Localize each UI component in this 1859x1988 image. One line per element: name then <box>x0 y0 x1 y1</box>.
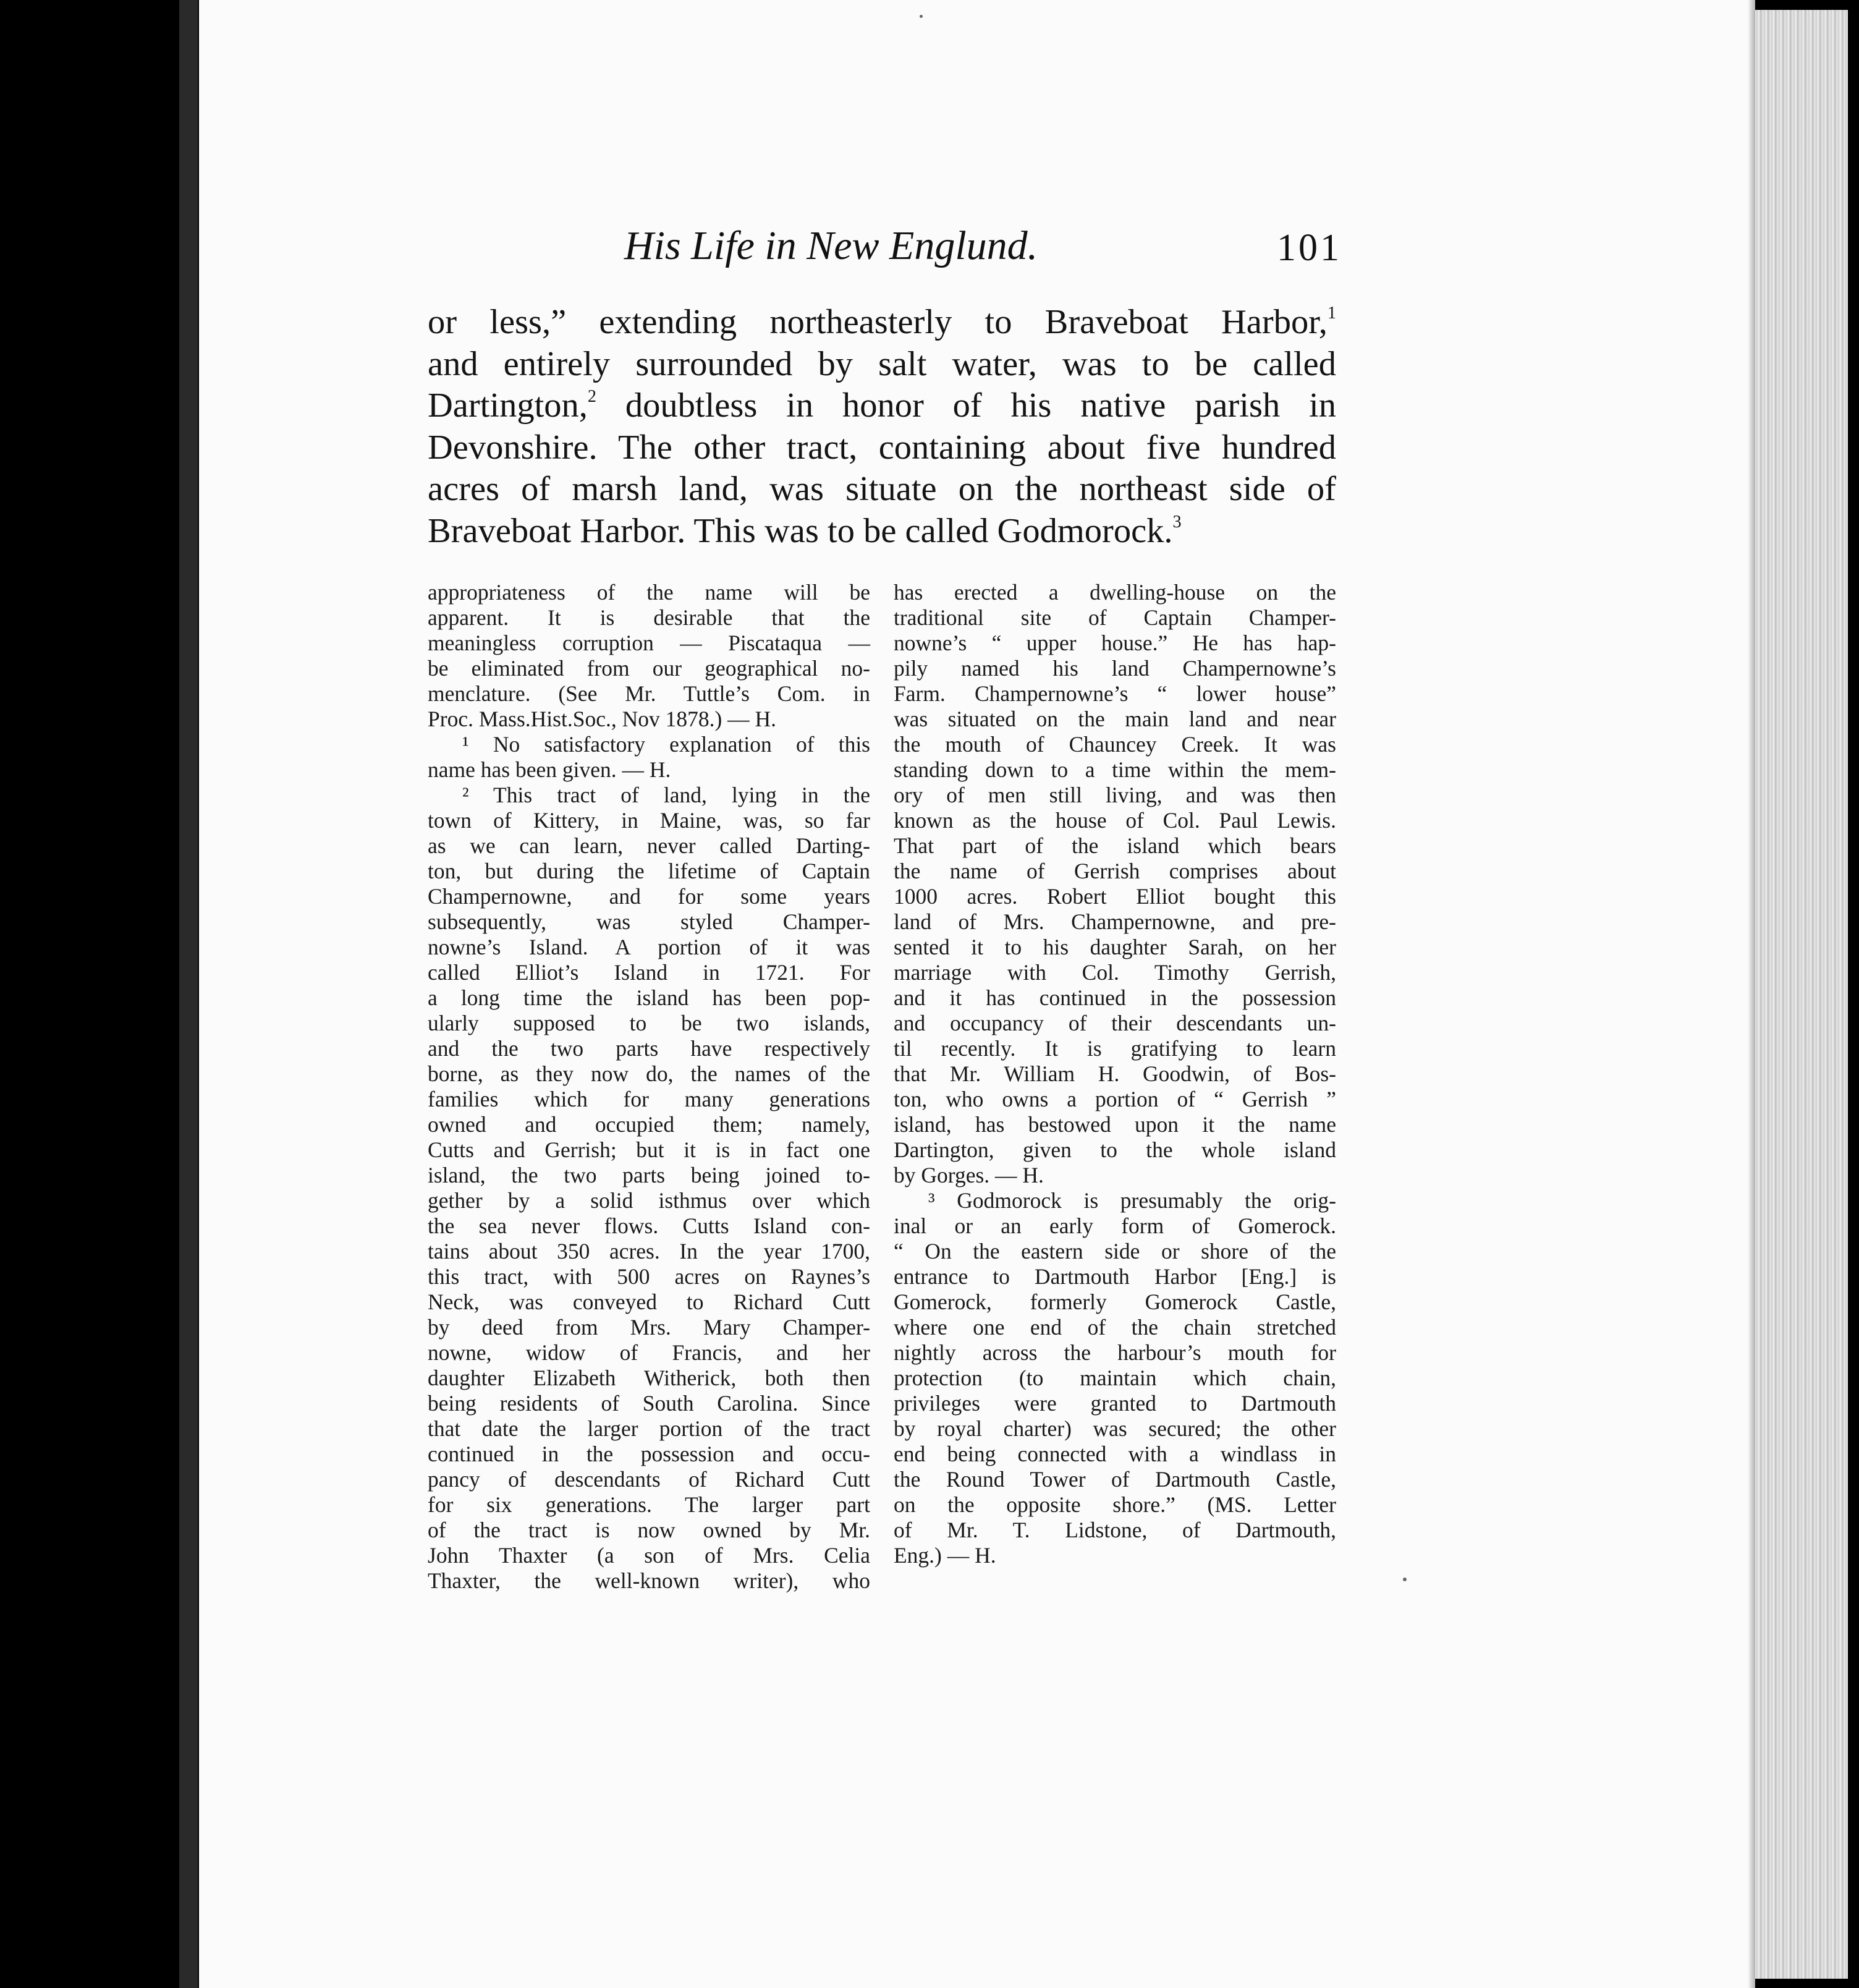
ink-speck <box>1403 1578 1407 1581</box>
footnote-line: menclature. (See Mr. Tuttle’s Com. in <box>428 681 870 706</box>
footnote-line: ³ Godmorock is presumably the orig- <box>928 1188 1336 1213</box>
footnote-line: gether by a solid isthmus over which <box>428 1188 870 1213</box>
footnote-line: the name of Gerrish comprises about <box>894 859 1336 883</box>
footnote-line: called Elliot’s Island in 1721. For <box>428 960 870 985</box>
footnote-line: “ On the eastern side or shore of the <box>894 1239 1336 1264</box>
footnote-line: and occupancy of their descendants un- <box>894 1011 1336 1035</box>
footnote-line: by Gorges. — H. <box>894 1163 1044 1187</box>
footnote-line: being residents of South Carolina. Since <box>428 1391 870 1416</box>
book-gutter <box>179 0 198 1988</box>
footnote-line: ularly supposed to be two islands, <box>428 1011 870 1035</box>
footnote-line: Dartington, given to the whole island <box>894 1137 1336 1162</box>
footnote-line: be eliminated from our geographical no- <box>428 656 870 681</box>
footnote-line: as we can learn, never called Darting- <box>428 833 870 858</box>
footnote-line: Neck, was conveyed to Richard Cutt <box>428 1289 870 1314</box>
footnote-line: has erected a dwelling-house on the <box>894 580 1336 605</box>
footnote-line: and it has continued in the possession <box>894 985 1336 1010</box>
running-head: His Life in New Englund. <box>624 223 1038 268</box>
footnote-line: island, the two parts being joined to- <box>428 1163 870 1187</box>
footnote-line: owned and occupied them; namely, <box>428 1112 870 1137</box>
footnote-line: end being connected with a windlass in <box>894 1442 1336 1466</box>
main-text-block <box>428 302 1336 552</box>
main-text-line: and entirely surrounded by salt water, was to be called <box>428 344 1336 383</box>
footnote-line: Farm. Champernowne’s “ lower house” <box>894 681 1336 706</box>
footnote-line: the mouth of Chauncey Creek. It was <box>894 732 1336 757</box>
footnote-line: Proc. Mass.Hist.Soc., Nov 1878.) — H. <box>428 707 777 731</box>
footnote-line: Gomerock, formerly Gomerock Castle, <box>894 1289 1336 1314</box>
footnote-line: Thaxter, the well-known writer), who <box>428 1568 870 1593</box>
footnote-line: pily named his land Champernowne’s <box>894 656 1336 681</box>
footnote-line: that Mr. William H. Goodwin, of Bos- <box>894 1061 1336 1086</box>
footnote-line: Champernowne, and for some years <box>428 884 870 909</box>
footnote-line: Eng.) — H. <box>894 1543 996 1568</box>
footnote-line: was situated on the main land and near <box>894 707 1336 731</box>
footnote-line: Cutts and Gerrish; but it is in fact one <box>428 1137 870 1162</box>
footnote-column-left <box>428 580 870 1594</box>
footnote-line: ton, but during the lifetime of Captain <box>428 859 870 883</box>
footnote-line: on the opposite shore.” (MS. Letter <box>894 1492 1336 1517</box>
main-text-line: Dartington,$^2$ doubtless in honor of his native parish in <box>428 386 1336 425</box>
footnote-line: John Thaxter (a son of Mrs. Celia <box>428 1543 870 1568</box>
footnote-line: borne, as they now do, the names of the <box>428 1061 870 1086</box>
footnote-line: entrance to Dartmouth Harbor [Eng.] is <box>894 1264 1336 1289</box>
footnote-line: known as the house of Col. Paul Lewis. <box>894 808 1336 833</box>
footnote-column-right <box>894 580 1336 1568</box>
page-number: 101 <box>1277 227 1342 269</box>
footnote-line: the sea never flows. Cutts Island con- <box>428 1213 870 1238</box>
footnote-line: nowne, widow of Francis, and her <box>428 1340 870 1365</box>
footnote-line: by deed from Mrs. Mary Champer- <box>428 1315 870 1340</box>
footnote-line: privileges were granted to Dartmouth <box>894 1391 1336 1416</box>
footnote-line: standing down to a time within the mem- <box>894 757 1336 782</box>
footnote-line: meaningless corruption — Piscataqua — <box>428 631 870 655</box>
footnote-line: appropriateness of the name will be <box>428 580 870 605</box>
main-text-line: or less,” extending northeasterly to Braveboat Harbor,$^1$ <box>428 303 1336 341</box>
footnote-line: sented it to his daughter Sarah, on her <box>894 935 1336 959</box>
main-text-line: Braveboat Harbor. This was to be called Godmorock.$^3$ <box>428 511 1182 550</box>
footnote-line: tains about 350 acres. In the year 1700, <box>428 1239 870 1264</box>
footnote-line: daughter Elizabeth Witherick, both then <box>428 1366 870 1390</box>
footnote-line: a long time the island has been pop- <box>428 985 870 1010</box>
footnote-line: ory of men still living, and was then <box>894 783 1336 807</box>
main-text-line: acres of marsh land, was situate on the northeast side of <box>428 470 1336 508</box>
footnote-line: families which for many generations <box>428 1087 870 1111</box>
footnote-line: nowne’s “ upper house.” He has hap- <box>894 631 1336 655</box>
footnote-line: land of Mrs. Champernowne, and pre- <box>894 909 1336 934</box>
footnote-line: ton, who owns a portion of “ Gerrish ” <box>894 1087 1336 1111</box>
footnote-line: subsequently, was styled Champer- <box>428 909 870 934</box>
footnote-line: traditional site of Captain Champer- <box>894 605 1336 630</box>
footnote-line: That part of the island which bears <box>894 833 1336 858</box>
footnote-line: apparent. It is desirable that the <box>428 605 870 630</box>
footnote-line: nowne’s Island. A portion of it was <box>428 935 870 959</box>
footnote-line: town of Kittery, in Maine, was, so far <box>428 808 870 833</box>
footnote-line: that date the larger portion of the tract <box>428 1416 870 1441</box>
footnote-line: inal or an early form of Gomerock. <box>894 1213 1336 1238</box>
footnote-line: continued in the possession and occu- <box>428 1442 870 1466</box>
footnote-line: island, has bestowed upon it the name <box>894 1112 1336 1137</box>
main-text-line: Devonshire. The other tract, containing about five hundred <box>428 428 1336 467</box>
footnote-line: and the two parts have respectively <box>428 1036 870 1061</box>
ink-speck <box>920 15 923 18</box>
footnote-line: the Round Tower of Dartmouth Castle, <box>894 1467 1336 1492</box>
footnote-line: this tract, with 500 acres on Raynes’s <box>428 1264 870 1289</box>
footnote-line: ¹ No satisfactory explanation of this <box>462 732 870 757</box>
footnote-line: protection (to maintain which chain, <box>894 1366 1336 1390</box>
footnote-line: 1000 acres. Robert Elliot bought this <box>894 884 1336 909</box>
footnote-line: name has been given. — H. <box>428 757 671 782</box>
footnote-line: nightly across the harbour’s mouth for <box>894 1340 1336 1365</box>
footnote-line: of Mr. T. Lidstone, of Dartmouth, <box>894 1518 1336 1542</box>
footnote-line: til recently. It is gratifying to learn <box>894 1036 1336 1061</box>
book-fore-edge <box>1755 10 1848 1979</box>
footnote-line: of the tract is now owned by Mr. <box>428 1518 870 1542</box>
footnote-line: marriage with Col. Timothy Gerrish, <box>894 960 1336 985</box>
footnote-line: for six generations. The larger part <box>428 1492 870 1517</box>
footnote-line: ² This tract of land, lying in the <box>462 783 870 807</box>
footnote-line: pancy of descendants of Richard Cutt <box>428 1467 870 1492</box>
footnote-line: by royal charter) was secured; the other <box>894 1416 1336 1441</box>
footnote-line: where one end of the chain stretched <box>894 1315 1336 1340</box>
